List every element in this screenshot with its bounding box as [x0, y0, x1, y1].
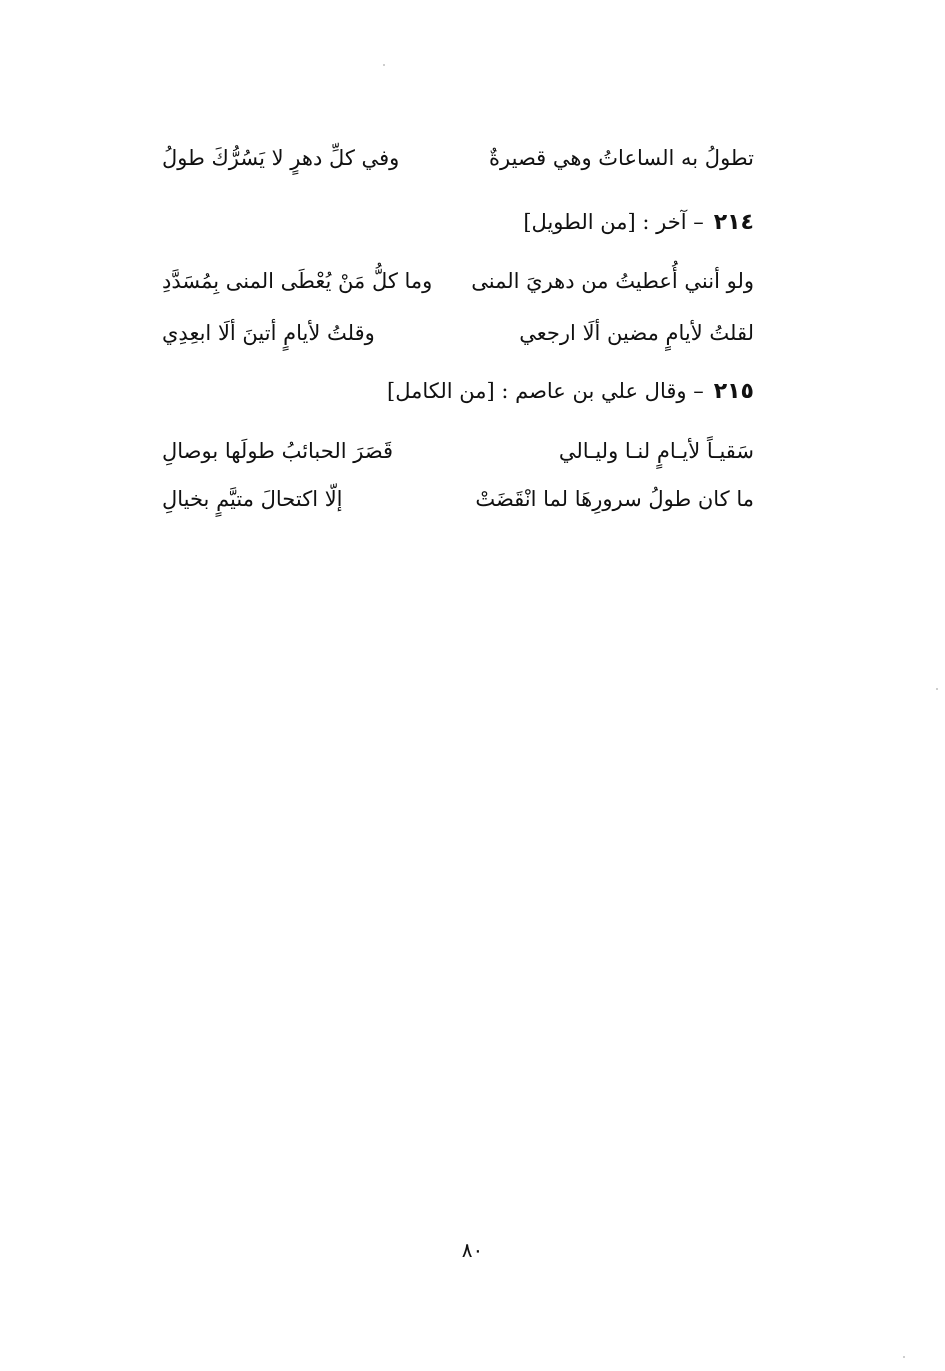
- verse-line: [162, 436, 754, 466]
- entry-attribution: – وقال علي بن عاصم : [من الكامل]: [387, 379, 704, 403]
- first-hemistich: سَقيـاً لأيـامٍ لنـا وليـالي: [558, 439, 754, 463]
- second-hemistich: إلّا اكتحالَ متيَّمٍ بخيالِ: [162, 487, 343, 511]
- page-number: ٨٠: [461, 1238, 484, 1262]
- scan-speck: [383, 64, 385, 66]
- second-hemistich: وفي كلِّ دهرٍ لا يَسُرُّكَ طولُ: [162, 146, 400, 170]
- verse-line: [162, 484, 754, 514]
- verse-line: [162, 143, 754, 173]
- verse-line: [162, 266, 754, 296]
- entry-number: ٢١٤: [713, 210, 754, 235]
- second-hemistich: قَصَرَ الحبائبُ طولَها بوصالِ: [162, 439, 394, 463]
- first-hemistich: تطولُ به الساعاتُ وهي قصيرةٌ: [489, 146, 754, 170]
- verse-line: [162, 318, 754, 348]
- entry-number: ٢١٥: [713, 379, 754, 404]
- first-hemistich: ولو أنني أُعطيتُ من دهريَ المنى: [471, 269, 754, 293]
- first-hemistich: لقلتُ لأيامٍ مضين ألَا ارجعي: [519, 321, 754, 345]
- scan-speck: [936, 688, 938, 690]
- scan-speck: [903, 1356, 905, 1358]
- entry-heading-215: [162, 376, 754, 407]
- entry-attribution: – آخر : [من الطويل]: [523, 210, 704, 234]
- second-hemistich: وقلتُ لأيامٍ أتينَ ألَا ابعِدِي: [162, 321, 375, 345]
- second-hemistich: وما كلُّ مَنْ يُعْطَى المنى بِمُسَدَّدِ: [162, 269, 433, 293]
- entry-heading-214: [162, 207, 754, 238]
- first-hemistich: ما كان طولُ سرورِهَا لما انْقَضَتْ: [475, 487, 754, 511]
